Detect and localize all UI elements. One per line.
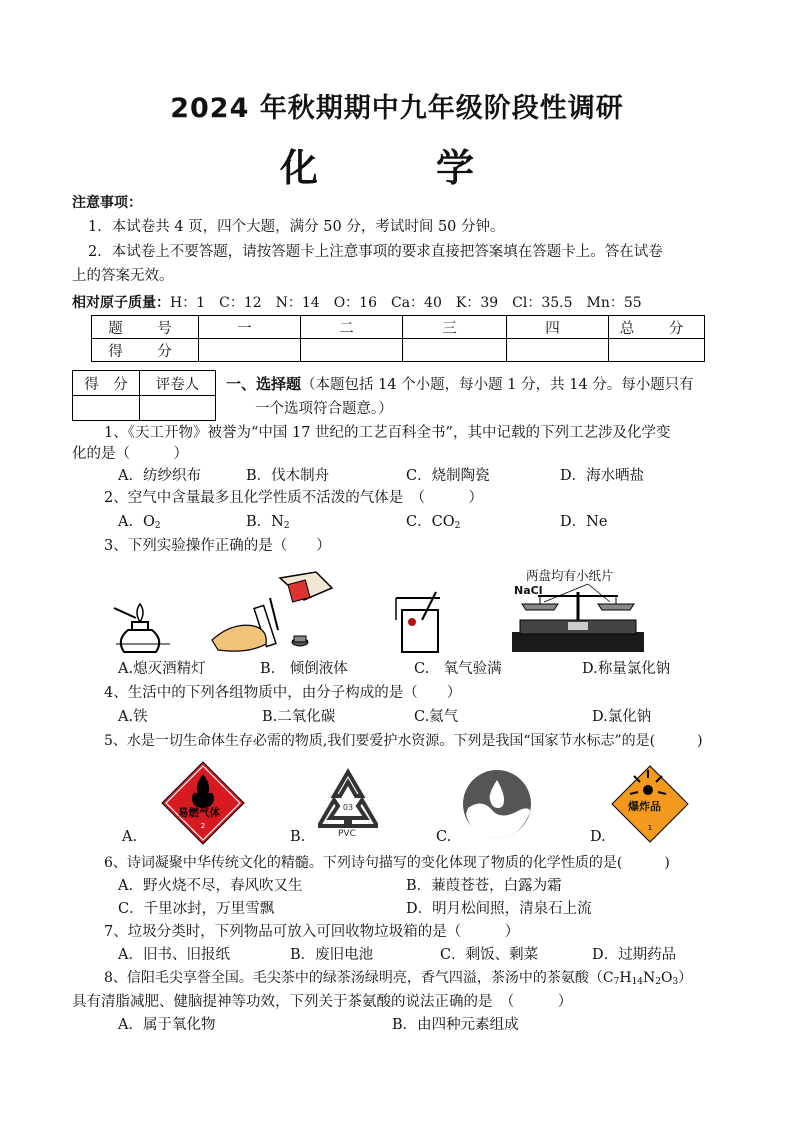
q7-option-c: C．剩饭、剩菜 [440,947,539,963]
grader-score-label: 得 分 [73,371,140,396]
notice-heading: 注意事项： [72,195,142,211]
q6-option-b: B．蒹葭苍苍，白露为霜 [406,878,562,894]
sign-a-text: 易燃气体 [178,807,220,819]
sign-b-num: 03 [342,803,354,812]
score-table [91,315,705,362]
q8-option-b: B．由四种元素组成 [392,1017,519,1033]
alcohol-lamp-figure [110,600,178,656]
q2-option-a: A．$O_2$ [118,514,161,531]
flammable-gas-sign [160,760,246,846]
q6-option-a: A．野火烧不尽，春风吹又生 [118,878,303,894]
q8-stem: 8、信阳毛尖享誉全国。毛尖茶中的绿茶汤绿明亮，香气四溢，茶汤中的茶氨酸$(C_7H_{14}N_2O_3)$ [104,970,693,987]
score-row-label: 得 分 [92,339,199,362]
q4-option-d: D.氯化钠 [592,709,652,725]
nacl-label: NaCl [514,584,543,597]
pouring-liquid-figure [208,570,336,656]
q1-option-b: B．伐木制舟 [246,468,330,484]
q1-option-d: D．海水晒盐 [560,468,645,484]
q8-option-a: A．属于氧化物 [118,1017,216,1033]
q4-option-c: C.氦气 [414,709,459,725]
grader-cell [140,396,216,421]
notice-item-2: 2．本试卷上不要答题，请按答题卡上注意事项的要求直接把答案填在答题卡上。答在试卷 [88,244,663,260]
q1-stem-cont: 化的是（ ） [72,446,188,462]
grader-label: 评卷人 [140,371,216,396]
recycle-pvc-sign [314,768,382,834]
q5-letter-a: A. [122,829,138,845]
atomic-masses-values: H：1 C：12 N：14 O：16 Ca：40 K：39 Cl：35.5 Mn：55 [170,295,642,311]
q3-option-a: A.熄灭酒精灯 [118,661,206,677]
score-cell [507,339,609,362]
q1-option-a: A．纺纱织布 [118,468,201,484]
q3-option-d: D.称量氯化钠 [582,661,671,677]
q5-letter-b: B. [290,829,306,845]
q5-letter-c: C. [436,829,452,845]
score-cell [403,339,507,362]
score-header-2: 二 [301,316,403,339]
sign-a-num: 2 [200,822,206,830]
score-header-4: 四 [507,316,609,339]
score-cell [609,339,705,362]
water-saving-sign [460,768,534,840]
q2-stem: 2、空气中含量最多且化学性质不活泼的气体是 （ ） [104,490,483,506]
q1-stem: 1、《天工开物》被誉为“中国 17 世纪的工艺百科全书”，其中记载的下列工艺涉及化学变 [104,425,671,441]
oxygen-test-figure [390,590,454,656]
q3-option-b: B. 倾倒液体 [260,661,348,677]
q8-stem-cont: 具有清脂减肥、健脑提神等功效，下列关于茶氨酸的说法正确的是 （ ） [72,994,573,1010]
subject-title: 化 学 [279,146,514,190]
q2-option-c: C．$CO_2$ [406,514,461,531]
q5-letter-d: D. [590,829,606,845]
balance-label: 两盘均有小纸片 [526,568,614,583]
q6-stem: 6、诗词凝聚中华传统文化的精髓。下列诗句描写的变化体现了物质的化学性质的是( ) [104,855,670,871]
section-1-intro [226,373,694,394]
sign-b-text: PVC [338,829,356,839]
atomic-masses [72,292,642,312]
q6-option-d: D．明月松间照，清泉石上流 [406,901,592,917]
grader-table [72,370,216,421]
q3-stem: 3、下列实验操作正确的是（ ） [104,538,331,554]
q7-option-a: A．旧书、旧报纸 [118,947,230,963]
score-cell [301,339,403,362]
q2-option-b: B．$N_2$ [246,514,290,531]
exam-title: 2024 年秋期期中九年级阶段性调研 [170,93,624,124]
score-header-1: 一 [199,316,301,339]
notice-item-1: 1．本试卷共 4 页，四个大题，满分 50 分，考试时间 50 分钟。 [88,219,505,235]
sign-d-num: 1 [647,824,653,832]
score-header-label: 题 号 [92,316,199,339]
q4-option-a: A.铁 [118,709,148,725]
q3-option-c: C. 氧气验满 [414,661,502,677]
q7-option-d: D．过期药品 [592,947,677,963]
score-cell [199,339,301,362]
section-1-desc-cont: 一个选项符合题意。） [255,401,393,417]
q5-stem: 5、水是一切生命体生存必需的物质,我们要爱护水资源。下列是我国“国家节水标志”的是( ) [104,733,703,749]
q2-option-d: D．Ne [560,514,608,530]
grader-cell [73,396,140,421]
q7-option-b: B．废旧电池 [290,947,374,963]
score-header-total: 总 分 [609,316,705,339]
score-header-3: 三 [403,316,507,339]
q4-stem: 4、生活中的下列各组物质中，由分子构成的是（ ） [104,685,462,701]
atomic-masses-label: 相对原子质量： [72,295,170,311]
q1-option-c: C．烧制陶瓷 [406,468,490,484]
section-1-heading: 一、选择题 [226,375,302,393]
section-1-desc: （本题包括 14 个小题，每小题 1 分，共 14 分。每小题只有 [301,377,694,393]
q6-option-c: C．千里冰封，万里雪飘 [118,901,275,917]
notice-item-2-cont: 上的答案无效。 [72,268,174,284]
q4-option-b: B.二氧化碳 [262,709,336,725]
q7-stem: 7、垃圾分类时，下列物品可放入可回收物垃圾箱的是（ ） [104,924,520,940]
sign-d-text: 爆炸品 [628,800,661,813]
